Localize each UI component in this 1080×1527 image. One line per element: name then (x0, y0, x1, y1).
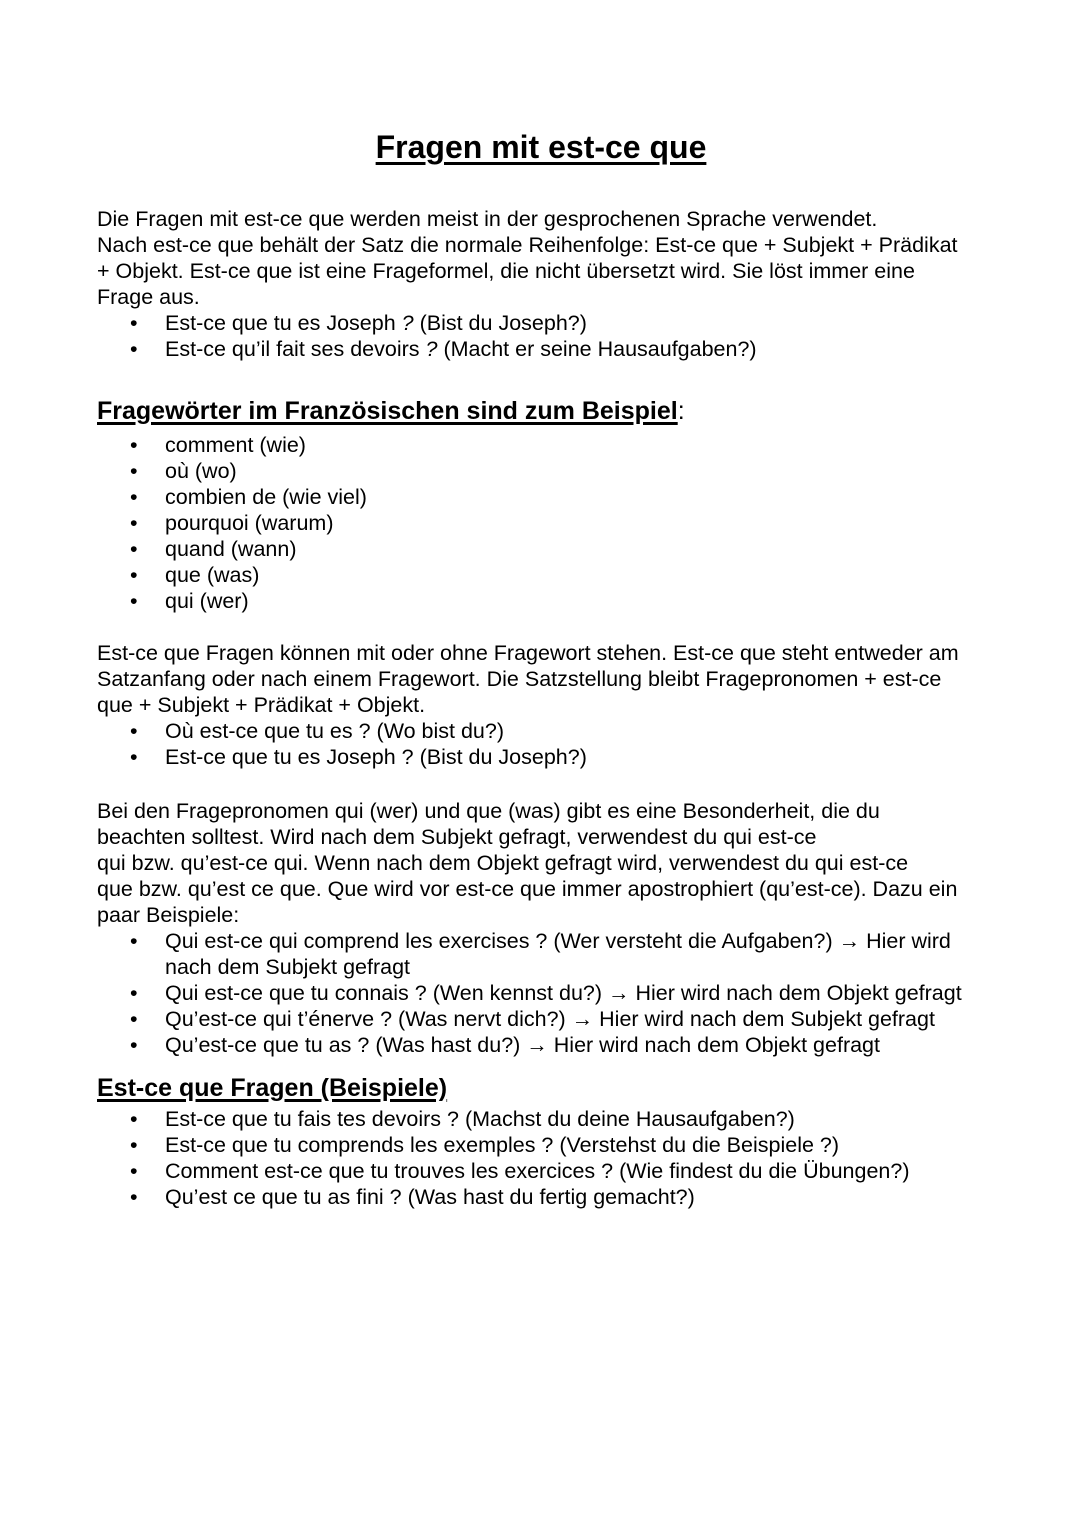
bullet-icon: • (130, 1033, 138, 1057)
paragraph-line: paar Beispiele: (97, 903, 240, 927)
bullet-icon: • (130, 511, 138, 535)
bullet-icon: • (130, 1185, 138, 1209)
list-item (97, 310, 985, 336)
list-item (97, 1132, 985, 1158)
list-item-text: (Bist du Joseph?) (413, 311, 587, 335)
bullet-list-word-order-examples (97, 718, 985, 770)
bullet-icon: • (130, 337, 138, 361)
list-item-text: Qui est-ce que tu connais ? (Wen kennst du?) → Hier wird nach dem Objekt gefragt (165, 981, 962, 1005)
section-heading-text: Fragewörter im Französischen sind zum Beispiel (97, 397, 678, 425)
list-item-text: que (was) (165, 563, 260, 587)
paragraph-line: beachten solltest. Wird nach dem Subjekt gefragt, verwendest du qui est-ce (97, 825, 817, 849)
list-item (97, 1184, 985, 1210)
bullet-icon: • (130, 745, 138, 769)
paragraph-line: qui bzw. qu’est-ce qui. Wenn nach dem Objekt gefragt wird, verwendest du qui est-ce (97, 851, 909, 875)
paragraph-line: Est-ce que Fragen können mit oder ohne Fragewort stehen. Est-ce que steht entweder am (97, 641, 959, 665)
paragraph-qui-que (97, 798, 985, 928)
list-item (97, 1106, 985, 1132)
list-item (97, 928, 985, 980)
list-item-text: quand (wann) (165, 537, 297, 561)
bullet-list-qui-que-examples (97, 928, 985, 1058)
list-item-text: Où est-ce que tu es ? (Wo bist du?) (165, 719, 504, 743)
list-item-text: Est-ce que tu es Joseph ? (Bist du Joseph?) (165, 745, 587, 769)
bullet-icon: • (130, 1107, 138, 1131)
list-item (97, 510, 985, 536)
list-item-text: qui (wer) (165, 589, 249, 613)
list-item-text: Qu’est-ce qui t’énerve ? (Was nervt dich?) → Hier wird nach dem Subjekt gefragt (165, 1007, 935, 1031)
list-item-text: Est-ce que tu es Joseph (165, 311, 402, 335)
list-item-text: Qu’est-ce que tu as ? (Was hast du?) → Hier wird nach dem Objekt gefragt (165, 1033, 880, 1057)
paragraph-intro (97, 206, 985, 310)
paragraph-line: Die Fragen mit est-ce que werden meist in der gesprochenen Sprache verwendet. (97, 207, 878, 231)
list-item-text: Est-ce que tu fais tes devoirs ? (Machst du deine Hausaufgaben?) (165, 1107, 795, 1131)
list-item (97, 1158, 985, 1184)
list-item (97, 536, 985, 562)
list-item (97, 562, 985, 588)
list-item (97, 980, 985, 1006)
list-item-text: comment (wie) (165, 433, 306, 457)
page-title-text: Fragen mit est-ce que (375, 129, 707, 165)
question-mark-italic: ? (401, 311, 414, 335)
paragraph-line: Satzanfang oder nach einem Fragewort. Die Satzstellung bleibt Fragepronomen + est-ce (97, 667, 942, 691)
bullet-icon: • (130, 1159, 138, 1183)
list-item (97, 744, 985, 770)
list-item (97, 432, 985, 458)
bullet-list-estceque-examples (97, 1106, 985, 1210)
list-item-text: combien de (wie viel) (165, 485, 367, 509)
list-item-text: Qui est-ce qui comprend les exercises ? (Wer versteht die Aufgaben?) → Hier wird (165, 929, 951, 953)
bullet-icon: • (130, 929, 138, 953)
list-item-text: (Macht er seine Hausaufgaben?) (437, 337, 757, 361)
bullet-icon: • (130, 485, 138, 509)
list-item (97, 458, 985, 484)
bullet-icon: • (130, 719, 138, 743)
bullet-icon: • (130, 433, 138, 457)
bullet-icon: • (130, 981, 138, 1005)
bullet-icon: • (130, 537, 138, 561)
paragraph-word-order (97, 640, 985, 718)
bullet-icon: • (130, 311, 138, 335)
bullet-icon: • (130, 563, 138, 587)
paragraph-line: Nach est-ce que behält der Satz die normale Reihenfolge: Est-ce que + Subjekt + Prädikat (97, 233, 958, 257)
section-heading-suffix: : (677, 397, 685, 425)
list-item-text: Est-ce que tu comprends les exemples ? (Verstehst du die Beispiele ?) (165, 1133, 840, 1157)
section-heading-question-words (97, 396, 985, 426)
bullet-icon: • (130, 1007, 138, 1031)
question-mark-italic: ? (425, 337, 438, 361)
bullet-list-intro-examples (97, 310, 985, 362)
paragraph-line: Frage aus. (97, 285, 200, 309)
section-heading-text: Est-ce que Fragen (Beispiele) (97, 1074, 448, 1102)
paragraph-line: que + Subjekt + Prädikat + Objekt. (97, 693, 426, 717)
paragraph-line: + Objekt. Est-ce que ist eine Frageformel, die nicht übersetzt wird. Sie löst immer eine (97, 259, 915, 283)
list-item-text: nach dem Subjekt gefragt (165, 955, 411, 979)
page-title (97, 128, 985, 166)
document-content (97, 0, 985, 1210)
list-item-text: Qu’est ce que tu as fini ? (Was hast du fertig gemacht?) (165, 1185, 695, 1209)
section-heading-examples (97, 1073, 985, 1103)
bullet-icon: • (130, 1133, 138, 1157)
list-item-text: pourquoi (warum) (165, 511, 334, 535)
paragraph-line: que bzw. qu’est ce que. Que wird vor est-ce que immer apostrophiert (qu’est-ce). Dazu ein (97, 877, 958, 901)
paragraph-line: Bei den Fragepronomen qui (wer) und que (was) gibt es eine Besonderheit, die du (97, 799, 880, 823)
bullet-icon: • (130, 589, 138, 613)
list-item (97, 588, 985, 614)
list-item (97, 1032, 985, 1058)
bullet-list-question-words (97, 432, 985, 614)
list-item (97, 718, 985, 744)
list-item-text: où (wo) (165, 459, 237, 483)
list-item-text: Est-ce qu’il fait ses devoirs (165, 337, 426, 361)
list-item-text: Comment est-ce que tu trouves les exercices ? (Wie findest du die Übungen?) (165, 1159, 910, 1183)
list-item (97, 484, 985, 510)
bullet-icon: • (130, 459, 138, 483)
list-item (97, 1006, 985, 1032)
list-item (97, 336, 985, 362)
